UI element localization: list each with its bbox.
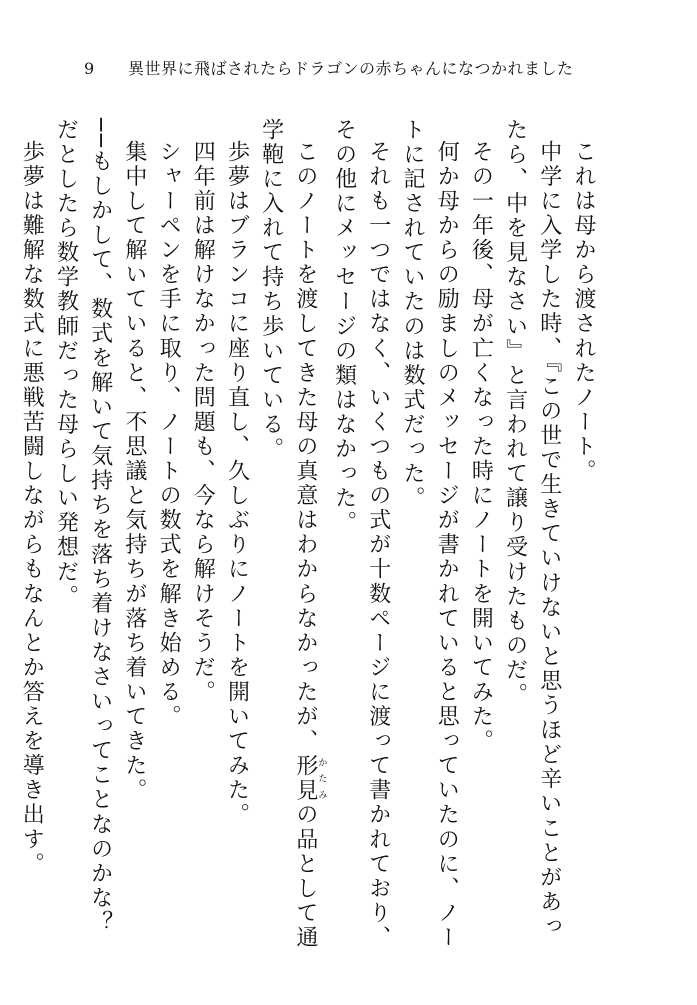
paragraph-6-tail: の品として通学鞄に入れて xyxy=(258,118,318,951)
paragraph-12: だとしたら数学教師だった母らしい発想だ。 xyxy=(53,118,79,609)
running-title: 異世界に飛ばされたらドラゴンの赤ちゃんになつかれました xyxy=(128,59,574,78)
page-header xyxy=(0,56,697,86)
vertical-body-text xyxy=(19,118,600,958)
paragraph-4: 何か母からの励ましのメッセージが書かれていると思っていたのに、ノートに記されていたのは数式だった。 xyxy=(399,118,460,951)
ruby-katami xyxy=(292,753,327,803)
paragraph-10: 集中して解いていると、不思議と気持ちが落ち着いてきた。 xyxy=(121,140,147,803)
paragraph-8: 四年前は解けなかった問題も、今なら解けそうだ。 xyxy=(190,140,216,705)
ruby-base: 形見 xyxy=(292,753,318,803)
paragraph-3: その一年後、母が亡くなった時にノートを開いてみた。 xyxy=(468,140,494,754)
paragraph-6 xyxy=(253,118,326,958)
paragraph-2: 中学に入学した時、『この世で生きていけないと思うほど辛いことがあったら、中を見なさい』と言われて譲り受けたものだ。 xyxy=(502,118,562,940)
paragraph-7: 歩夢はブランコに座り直し、久しぶりにノートを開いてみた。 xyxy=(224,140,250,828)
paragraph-9: シャーペンを手に取り、ノートの数式を解き始める。 xyxy=(156,140,182,730)
ruby-reading: かたみ xyxy=(316,753,327,803)
paragraph-6-lead: このノートを渡してきた母の真意はわからなかったが、 xyxy=(292,140,318,754)
paragraph-11: ──もしかして、数式を解いて気持ちを落ち着けなさいってことなのかな？ xyxy=(87,118,113,936)
paragraph-13: 歩夢は難解な数式に悪戦苦闘しながらもなんとか答えを導き出す。 xyxy=(19,140,45,877)
paragraph-1: これは母から渡されたノート。 xyxy=(571,140,596,484)
paragraph-5: それも一つではなく、いくつもの式が十数ページに渡って書かれており、その他にメッセージの類はなかった。 xyxy=(331,118,391,951)
page-number: 9 xyxy=(84,59,95,78)
paragraph-6-continued: 持ち歩いている。 xyxy=(258,265,284,462)
